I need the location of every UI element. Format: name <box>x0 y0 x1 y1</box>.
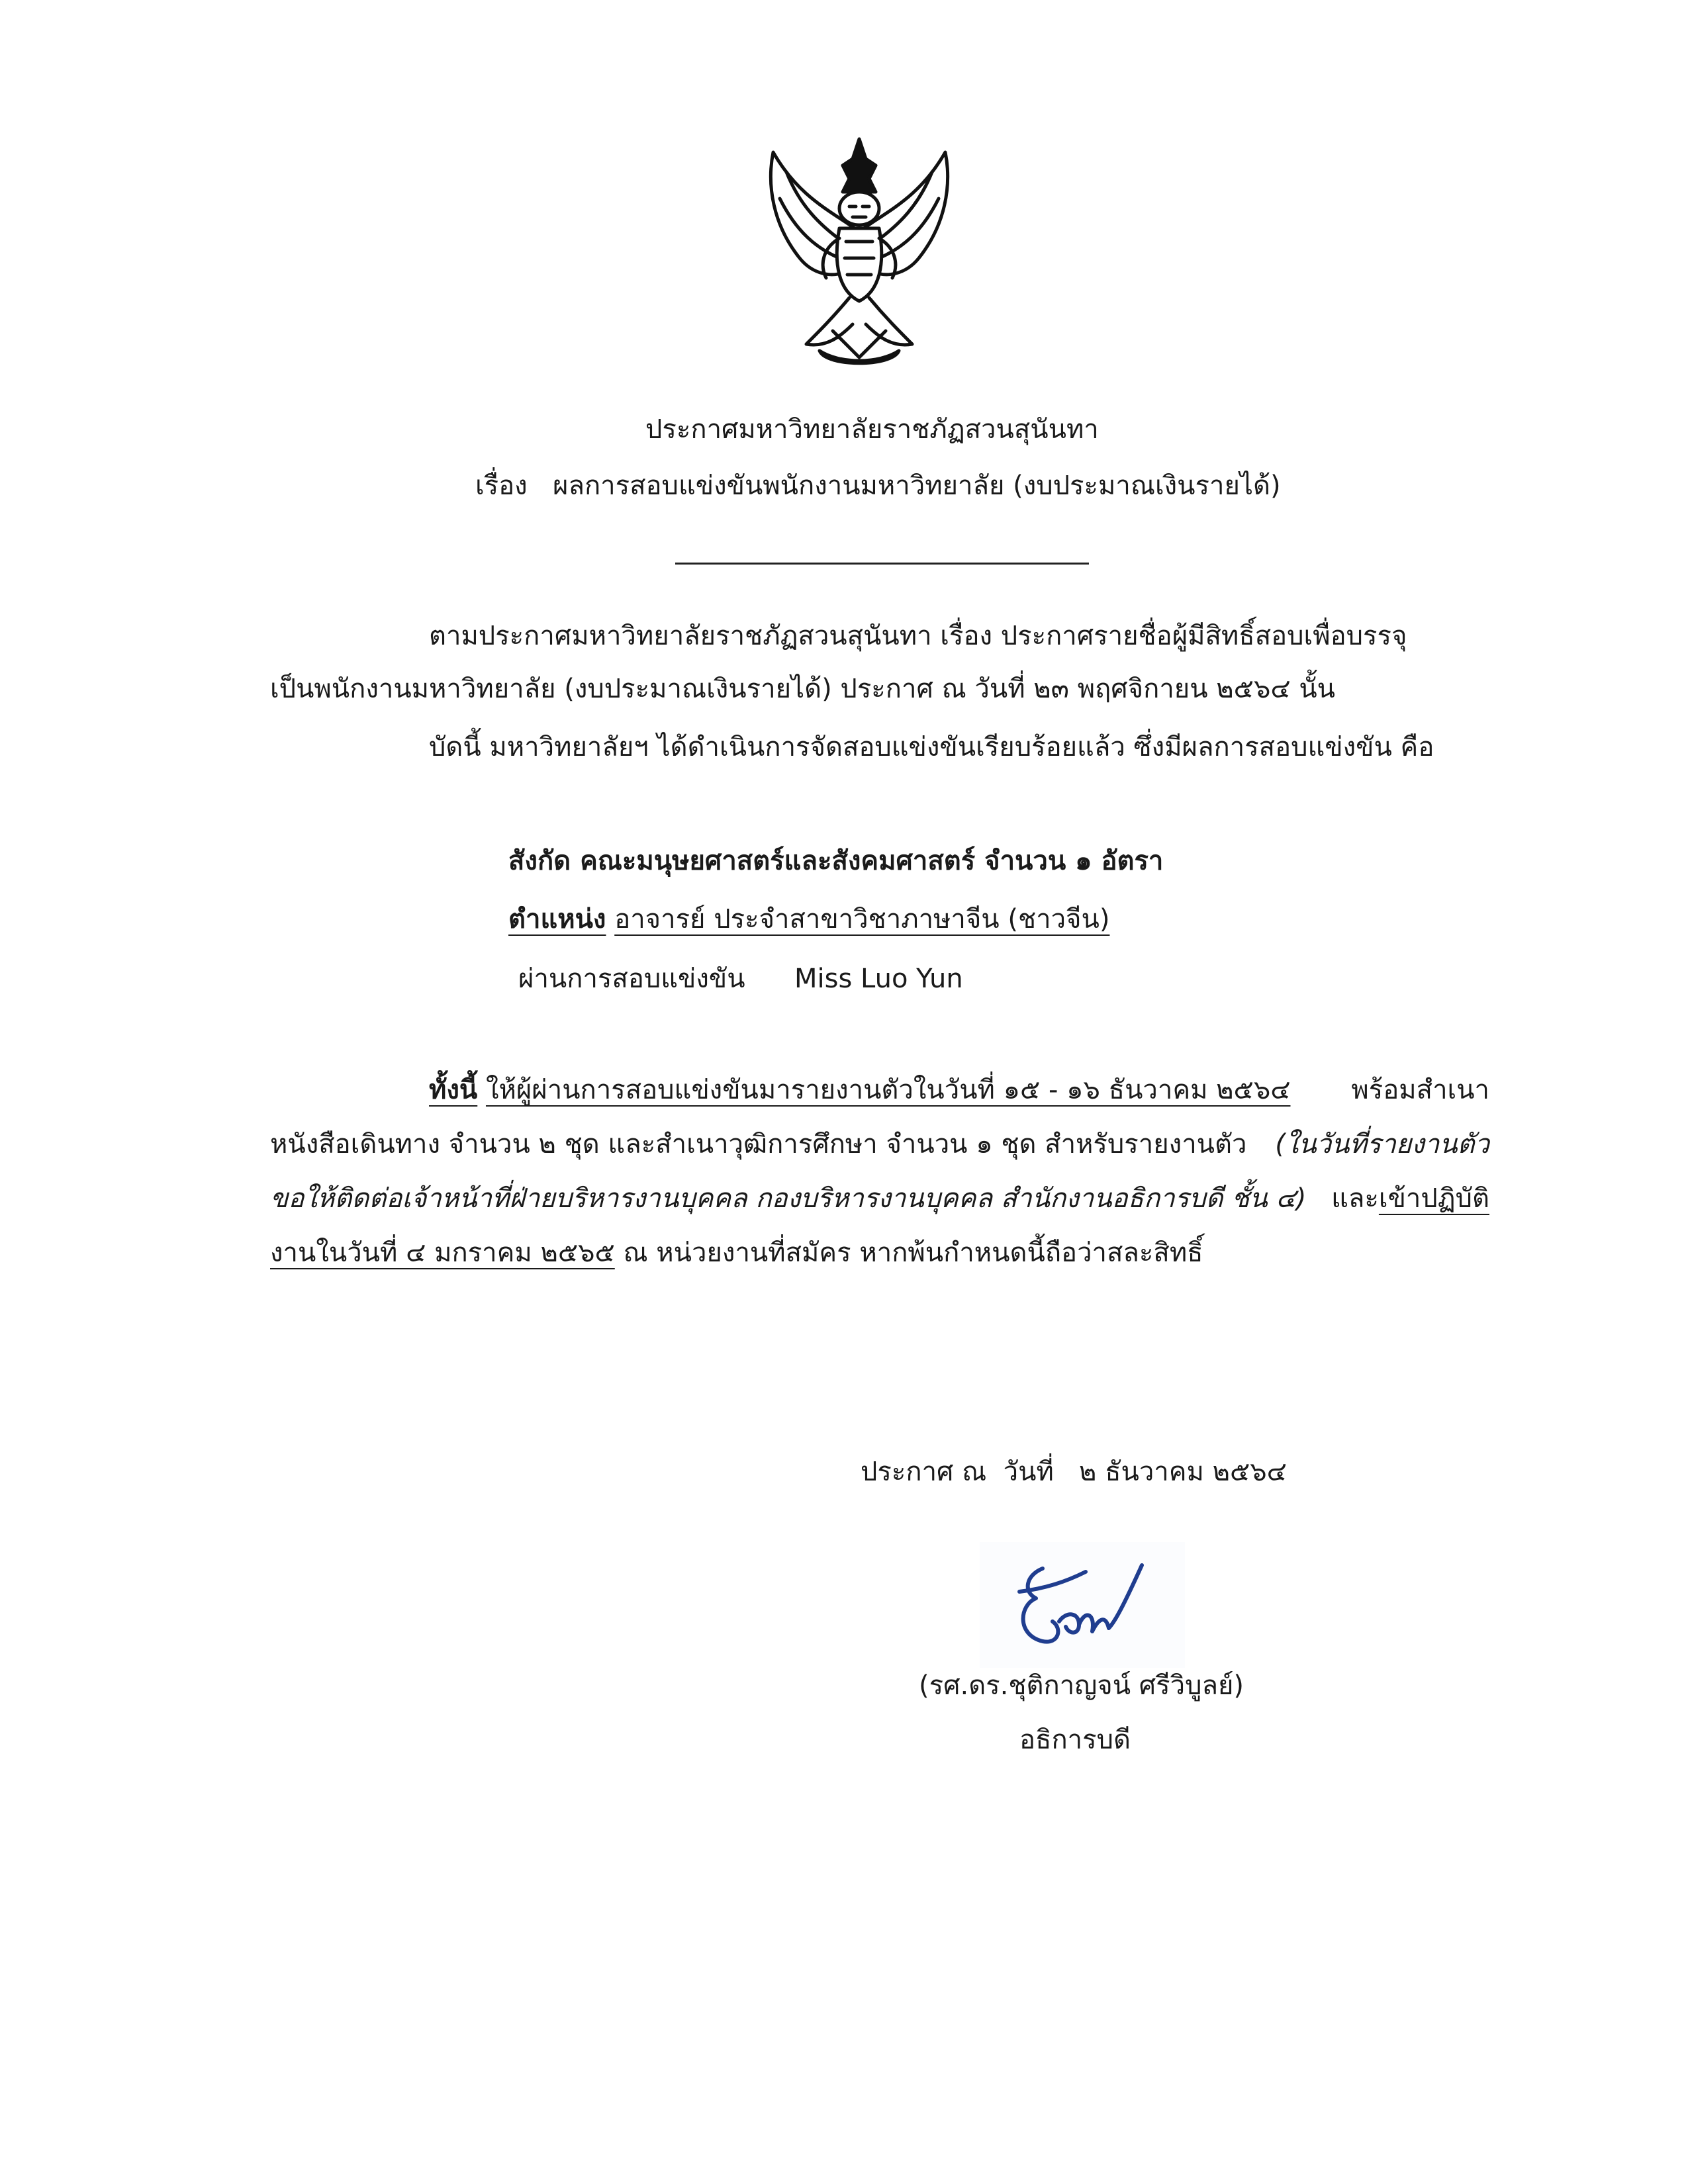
notice-emphasis: ทั้งนี้ <box>429 1075 478 1105</box>
document-title: ประกาศมหาวิทยาลัยราชภัฏสวนสุนันทา <box>645 414 1099 445</box>
body-paragraph-1-line-2: เป็นพนักงานมหาวิทยาลัย (งบประมาณเงินรายได้) ประกาศ ณ วันที่ ๒๓ พฤศจิกายน ๒๕๖๔ นั้น <box>270 674 1336 704</box>
result-passed-label: ผ่านการสอบแข่งขัน <box>518 964 745 994</box>
notice-text: หนังสือเดินทาง จำนวน ๒ ชุด และสำเนาวุฒิการศึกษา จำนวน ๑ ชุด สำหรับรายงานตัว <box>270 1129 1247 1160</box>
result-position-label: ตำแหน่ง <box>508 904 606 934</box>
notice-report-dates: ให้ผู้ผ่านการสอบแข่งขันมารายงานตัวในวันที่ ๑๕ - ๑๖ ธันวาคม ๒๕๖๔ <box>485 1075 1291 1105</box>
result-passed-name: Miss Luo Yun <box>794 964 963 994</box>
notice-italic-note: ขอให้ติดต่อเจ้าหน้าที่ฝ่ายบริหารงานบุคคล กองบริหารงานบุคคล สำนักงานอธิการบดี ชั้น ๔) <box>270 1183 1307 1214</box>
notice-italic-note: (ในวันที่รายงานตัว <box>1275 1129 1489 1160</box>
notice-line-4 <box>270 1234 1203 1272</box>
notice-text: พร้อมสำเนา <box>1351 1075 1489 1105</box>
result-position-line <box>508 900 1109 938</box>
signer-name: (รศ.ดร.ชุติกาญจน์ ศรีวิบูลย์) <box>919 1670 1244 1701</box>
notice-text: ณ หน่วยงานที่สมัคร หากพ้นกำหนดนี้ถือว่าสละสิทธิ์ <box>623 1238 1203 1268</box>
notice-line-2 <box>270 1125 1489 1163</box>
announcement-date: ประกาศ ณ วันที่ ๒ ธันวาคม ๒๕๖๔ <box>861 1457 1287 1487</box>
notice-line-1 <box>429 1071 1489 1109</box>
body-paragraph-2: บัดนี้ มหาวิทยาลัยฯ ได้ดำเนินการจัดสอบแข่งขันเรียบร้อยแล้ว ซึ่งมีผลการสอบแข่งขัน คือ <box>429 732 1434 762</box>
notice-start-work: เข้าปฏิบัติ <box>1378 1183 1489 1214</box>
garuda-emblem-icon <box>760 132 959 381</box>
body-paragraph-1-line-1: ตามประกาศมหาวิทยาลัยราชภัฏสวนสุนันทา เรื่อง ประกาศรายชื่อผู้มีสิทธิ์สอบเพื่อบรรจุ <box>429 621 1407 651</box>
notice-start-date: งานในวันที่ ๔ มกราคม ๒๕๖๕ <box>270 1238 615 1268</box>
signature-image <box>980 1542 1185 1668</box>
notice-text: และ <box>1331 1183 1379 1214</box>
document-subject-label: เรื่อง <box>475 471 528 501</box>
document-subject: ผลการสอบแข่งขันพนักงานมหาวิทยาลัย (งบประมาณเงินรายได้) <box>553 471 1281 501</box>
result-unit: สังกัด คณะมนุษยศาสตร์และสังคมศาสตร์ จำนวน ๑ อัตรา <box>508 846 1164 876</box>
divider-line <box>675 563 1089 565</box>
notice-line-3 <box>270 1179 1489 1218</box>
result-position: อาจารย์ ประจำสาขาวิชาภาษาจีน (ชาวจีน) <box>614 904 1110 934</box>
signer-title: อธิการบดี <box>1019 1725 1131 1755</box>
